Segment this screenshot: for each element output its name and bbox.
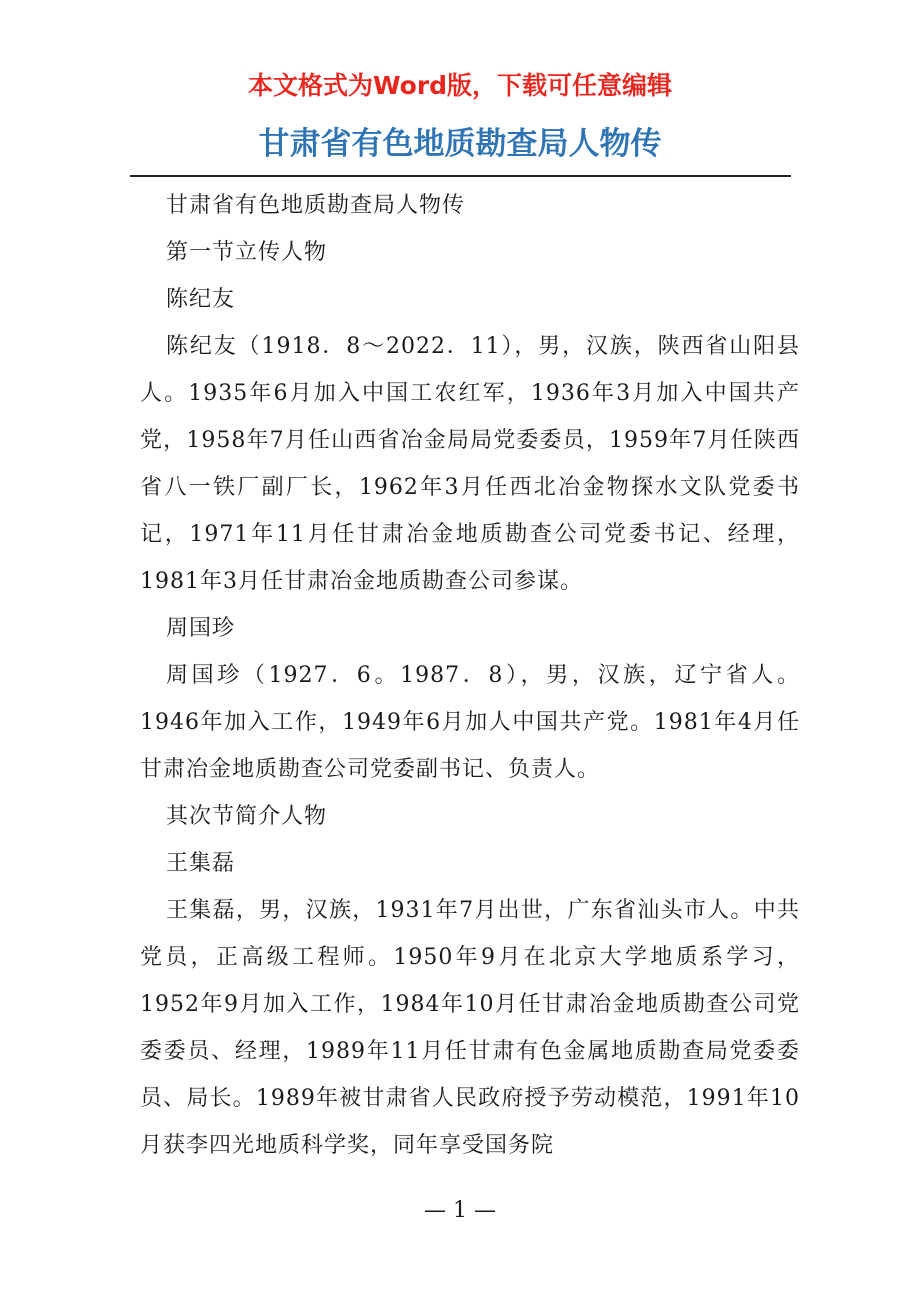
format-banner: 本文格式为Word版，下载可任意编辑	[247, 71, 673, 100]
paragraph-heading-title: 甘肃省有色地质勘查局人物传	[166, 193, 466, 218]
section-heading-2: 其次节简介人物	[166, 804, 328, 829]
document-title: 甘肃省有色地质勘查局人物传	[258, 126, 662, 162]
title-divider	[130, 175, 791, 177]
person-name-zhou-guozhen: 周国珍	[166, 616, 236, 641]
paragraph-wang-jilei-bio: 王集磊，男，汉族，1931年7月出世，广东省汕头市人。中共党员，正高级工程师。1950年9月在北京大学地质系学习，1952年9月加入工作，1984年10月任甘肃冶金地质勘查公司党委委员、经理，1989年11月任甘肃有色金属地质勘查局党委委员、局长。1989年被甘肃省人民政府授予劳动模范，1991年10月获李四光地质科学奖，同年享受国务院	[140, 898, 800, 1158]
document-body	[140, 182, 800, 1169]
paragraph-chen-jiyou-bio: 陈纪友（1918．8～2022．11），男，汉族，陕西省山阳县人。1935年6月加入中国工农红军，1936年3月加入中国共产党，1958年7月任山西省冶金局局党委委员，1959年7月任陕西省八一铁厂副厂长，1962年3月任西北冶金物探水文队党委书记，1971年11月任甘肃冶金地质勘查公司党委书记、经理，1981年3月任甘肃冶金地质勘查公司参谋。	[140, 334, 800, 594]
person-name-wang-jilei: 王集磊	[166, 851, 236, 876]
paragraph-zhou-guozhen-bio: 周国珍（1927．6。1987．8），男，汉族，辽宁省人。1946年加入工作，1949年6月加人中国共产党。1981年4月任甘肃冶金地质勘查公司党委副书记、负责人。	[140, 663, 800, 782]
section-heading-1: 第一节立传人物	[166, 240, 328, 265]
person-name-chen-jiyou: 陈纪友	[166, 287, 236, 312]
page-number: — 1 —	[424, 1198, 496, 1223]
